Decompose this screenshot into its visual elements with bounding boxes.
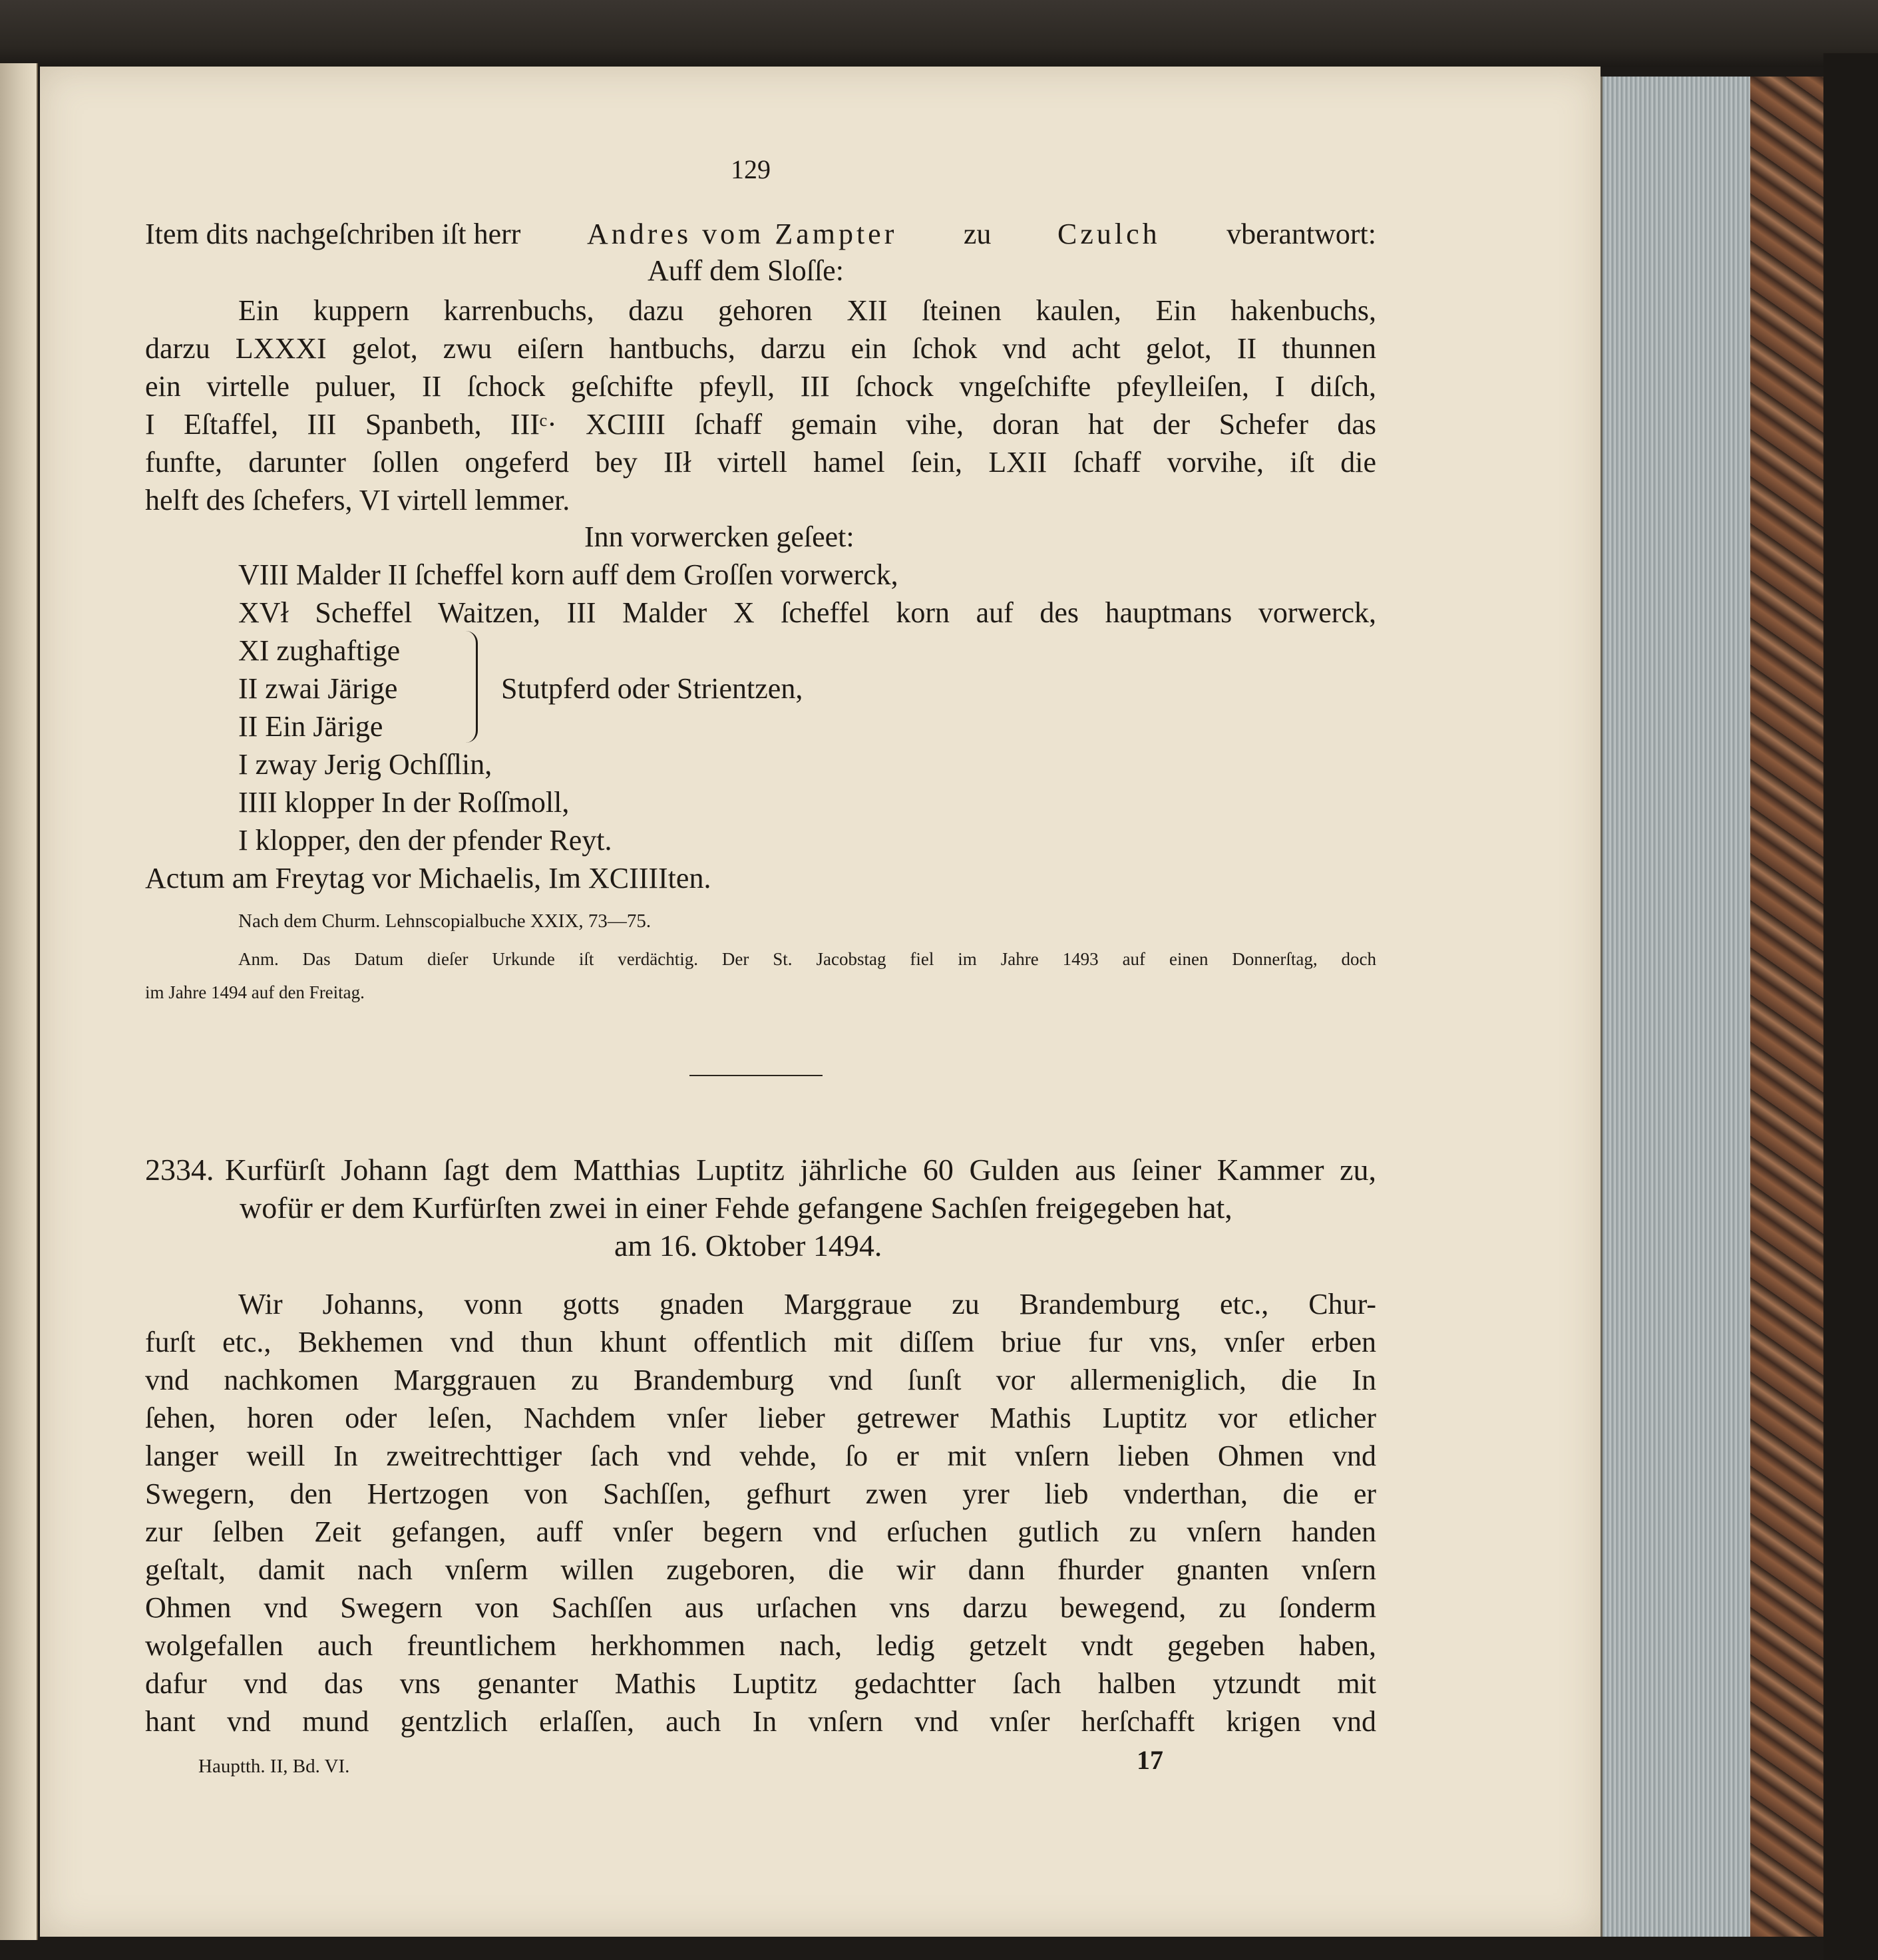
para-line: ein virtelle puluer, II ſchock geſchifte pfeyll, III ſchock vngeſchifte pfeylleiſen, I diſch, [145, 370, 1376, 403]
page-number: 129 [731, 154, 771, 184]
body-line: ſehen, horen oder leſen, Nachdem vnſer lieber getrewer Mathis Luptitz vor etlicher [145, 1402, 1376, 1434]
intro-place: Czulch [1057, 218, 1161, 250]
body-line: Ohmen vnd Swegern von Sachſſen aus urſachen vns darzu bewegend, zu ſonderm [145, 1591, 1376, 1624]
body-line: hant vnd mund gentzlich erlaſſen, auch In vnſern vnd vnſer herſchafft krigen vnd [145, 1705, 1376, 1738]
para-line: I Eſtaffel, III Spanbeth, IIIᶜ· XCIIII ſchaff gemain vihe, doran hat der Schefer das [145, 408, 1376, 441]
section-separator [689, 1075, 823, 1076]
document-heading: wofür er dem Kurfürſten zwei in einer Fehde gefangene Sachſen freigegeben hat, [240, 1191, 1232, 1225]
body-line: wolgefallen auch freuntlichem herkhommen nach, ledig getzelt vndt gegeben haben, [145, 1629, 1376, 1662]
inventory-item: XI zughaftige [238, 634, 401, 667]
inventory-item: I zway Jerig Ochſſlin, [238, 748, 492, 781]
para-line: helft des ſchefers, VI virtell lemmer. [145, 484, 570, 516]
annotation-line: Anm. Das Datum dieſer Urkunde iſt verdächtig. Der St. Jacobstag fiel im Jahre 1493 auf einen Donnerſtag, doch [238, 949, 1376, 969]
inventory-intro [145, 220, 1376, 249]
body-line: Swegern, den Hertzogen von Sachſſen, gefhurt zwen yrer lieb vnderthan, die er [145, 1477, 1376, 1510]
inventory-item: II Ein Järige [238, 710, 383, 743]
intro-zu: zu [963, 218, 992, 250]
document-date: am 16. Oktober 1494. [614, 1229, 882, 1263]
para-line: funfte, darunter ſollen ongeferd bey IIł virtell hamel ſein, LXII ſchaff vorvihe, iſt die [145, 446, 1376, 479]
cover-right-side [1823, 53, 1878, 1960]
body-line: langer weill In zweitrechttiger ſach vnd vehde, ſo er mit vnſern lieben Ohmen vnd [145, 1440, 1376, 1472]
para-line: Ein kuppern karrenbuchs, dazu gehoren XII ſteinen kaulen, Ein hakenbuchs, [238, 294, 1376, 327]
footer-signature: Hauptth. II, Bd. VI. [198, 1756, 350, 1777]
body-line: geſtalt, damit nach vnſerm willen zugeboren, die wir dann fhurder gnanten vnſern [145, 1553, 1376, 1586]
bracket-label: Stutpferd oder Strientzen, [501, 672, 803, 705]
body-line: dafur vnd das vns genanter Mathis Luptitz gedachtter ſach halben ytzundt mit [145, 1667, 1376, 1700]
inventory-item: VIII Malder II ſcheffel korn auff dem Groſſen vorwerck, [238, 558, 898, 591]
heading-sloss: Auff dem Sloſſe: [648, 254, 844, 287]
inventory-item: II zwai Järige [238, 672, 398, 705]
actum-line: Actum am Freytag vor Michaelis, Im XCIIIIten. [145, 862, 711, 894]
inventory-item: IIII klopper In der Roſſmoll, [238, 786, 570, 819]
page-block-edges [1600, 77, 1752, 1937]
left-page-edge [0, 63, 38, 1940]
source-note: Nach dem Churm. Lehnscopialbuche XXIX, 73—75. [238, 910, 652, 932]
intro-name: Andres vom Zampter [587, 218, 898, 250]
sheet-number: 17 [1137, 1745, 1163, 1775]
intro-prefix: Item dits nachgeſchriben iſt herr [145, 218, 521, 250]
inventory-item: I klopper, den der pfender Reyt. [238, 824, 612, 857]
para-line: darzu LXXXI gelot, zwu eiſern hantbuchs, darzu ein ſchok vnd acht gelot, II thunnen [145, 332, 1376, 365]
annotation-line: im Jahre 1494 auf den Freitag. [145, 982, 365, 1002]
marbled-cover-edge [1750, 77, 1823, 1937]
heading-vorwercken: Inn vorwercken geſeet: [584, 520, 854, 553]
body-line: zur ſelben Zeit gefangen, auff vnſer begern vnd erſuchen gutlich zu vnſern handen [145, 1515, 1376, 1548]
book-binding-top [0, 0, 1878, 67]
body-line: furſt etc., Bekhemen vnd thun khunt offentlich mit diſſem briue fur vns, vnſer erben [145, 1326, 1376, 1358]
intro-suffix: vberantwort: [1226, 218, 1376, 250]
curly-bracket [461, 631, 478, 743]
document-heading: Kurfürſt Johann ſagt dem Matthias Luptitz jährliche 60 Gulden aus ſeiner Kammer zu, [225, 1153, 1376, 1187]
body-line: Wir Johanns, vonn gotts gnaden Marggraue zu Brandemburg etc., Chur- [238, 1288, 1376, 1320]
document-number: 2334. [145, 1153, 214, 1187]
inventory-item: XVł Scheffel Waitzen, III Malder X ſcheffel korn auf des hauptmans vorwerck, [238, 596, 1376, 629]
body-line: vnd nachkomen Marggrauen zu Brandemburg vnd ſunſt vor allermeniglich, die In [145, 1364, 1376, 1396]
